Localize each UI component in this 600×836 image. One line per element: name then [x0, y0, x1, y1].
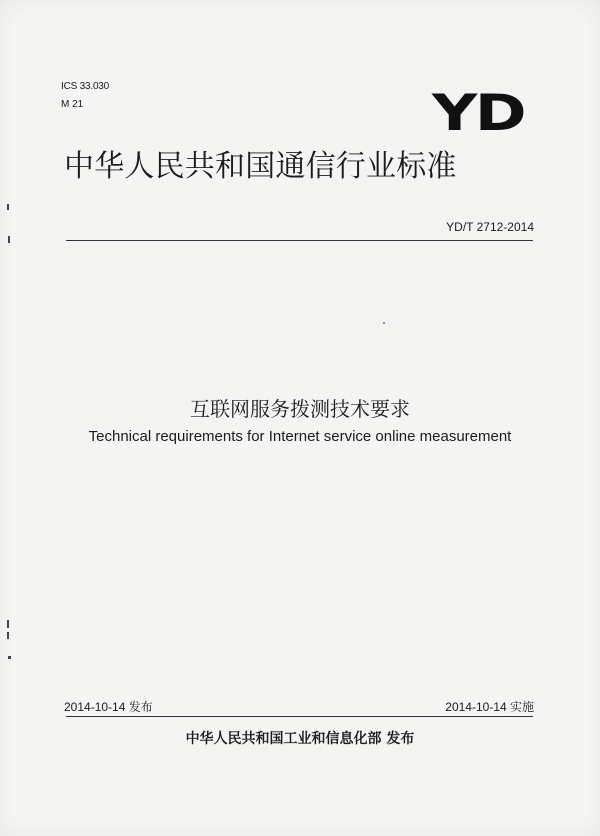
yd-logo: YD	[432, 84, 525, 142]
scan-mark	[8, 236, 10, 243]
footer-divider	[66, 716, 533, 717]
scan-mark	[7, 620, 9, 628]
document-title-chinese: 互联网服务拨测技术要求	[190, 397, 410, 421]
scan-mark	[383, 322, 385, 324]
header-divider	[66, 240, 533, 241]
implementation-date: 2014-10-14 实施	[445, 700, 534, 714]
standard-number: YD/T 2712-2014	[446, 220, 534, 234]
scan-mark	[7, 204, 9, 210]
document-title-english: Technical requirements for Internet service online measurement	[88, 428, 512, 445]
ccs-code: M 21	[61, 99, 84, 110]
issue-date: 2014-10-14 发布	[64, 700, 153, 714]
standard-category-title: 中华人民共和国通信行业标准	[64, 149, 457, 184]
scan-mark	[8, 656, 11, 659]
publisher: 中华人民共和国工业和信息化部 发布	[185, 731, 415, 747]
ics-code: ICS 33.030	[61, 81, 110, 92]
scan-mark	[7, 632, 9, 639]
